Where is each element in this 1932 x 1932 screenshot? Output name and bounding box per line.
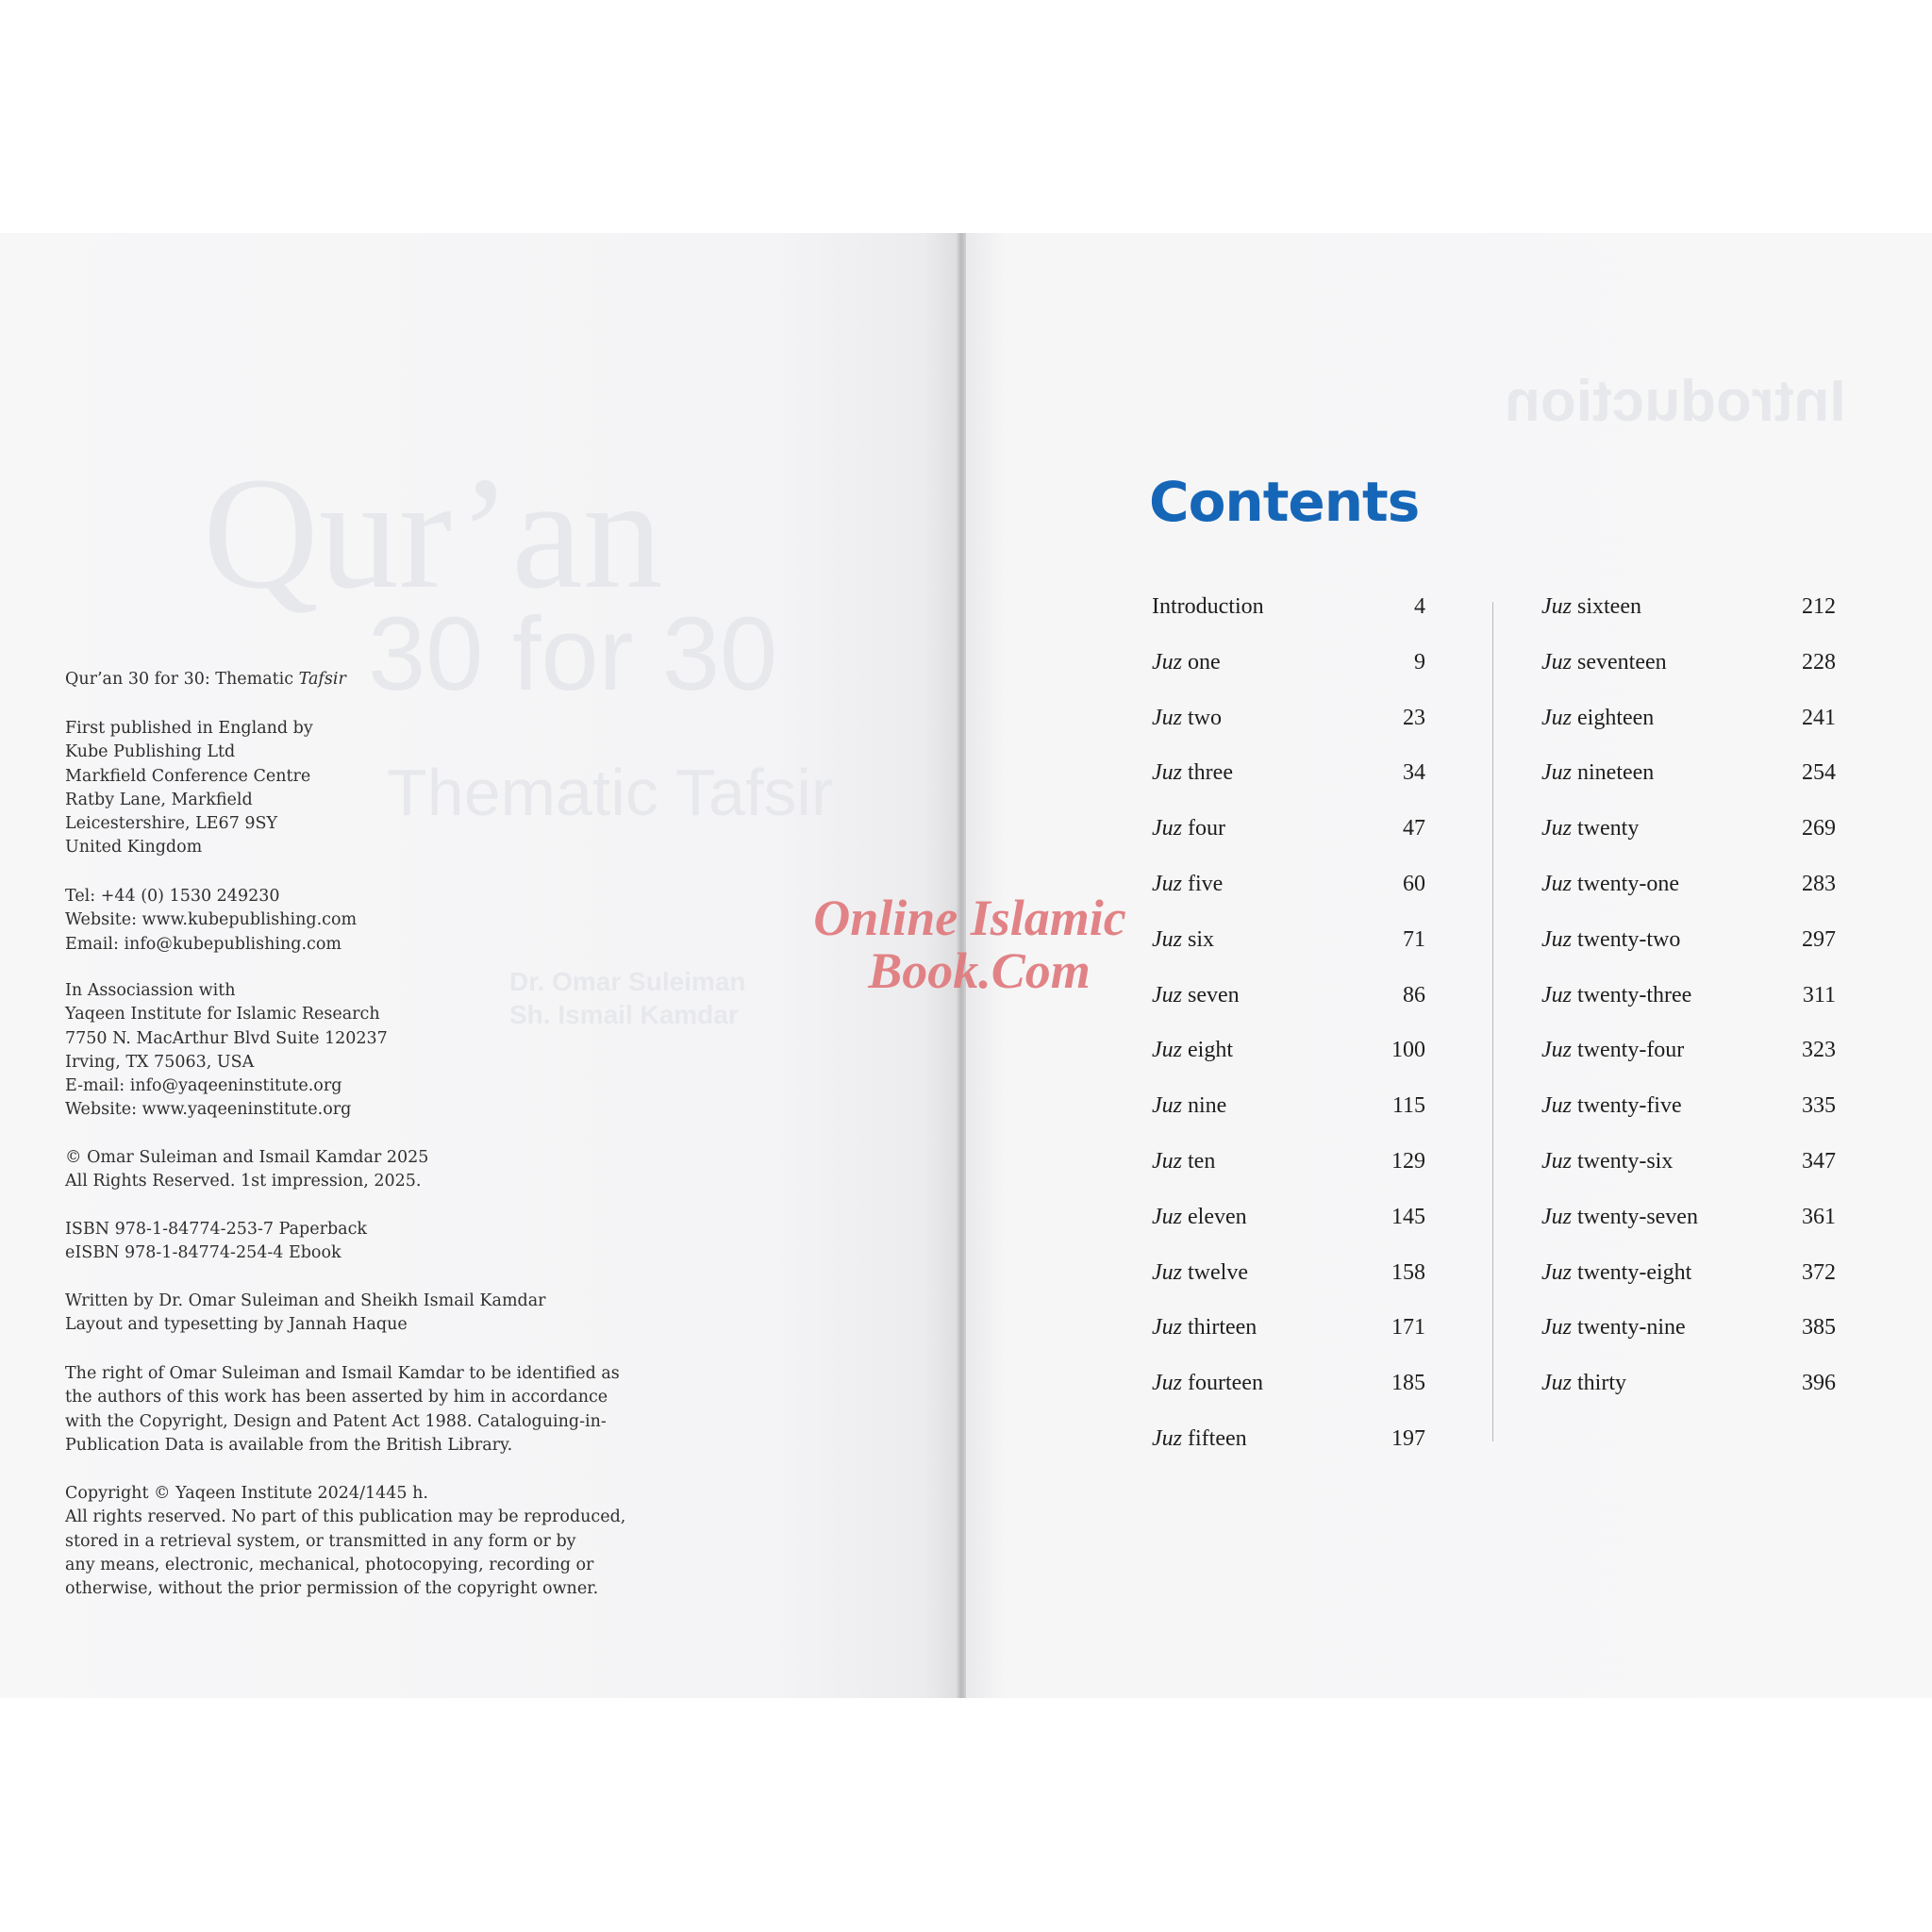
toc-entry-title bbox=[1541, 872, 1679, 897]
imprint-line bbox=[65, 717, 313, 741]
imprint-line bbox=[65, 1170, 428, 1193]
toc-entry bbox=[1152, 1260, 1425, 1316]
imprint-line bbox=[65, 836, 313, 859]
imprint-text: © Omar Suleiman and Ismail Kamdar 2025 bbox=[65, 1148, 429, 1167]
toc-juz-prefix: Juz bbox=[1152, 982, 1182, 1008]
imprint-text: the authors of this work has been asserted by him in accordance bbox=[65, 1388, 608, 1407]
imprint-line bbox=[65, 668, 346, 691]
toc-entry bbox=[1152, 1371, 1425, 1426]
toc-juz-prefix: Juz bbox=[1152, 1093, 1182, 1119]
toc-entry bbox=[1152, 927, 1425, 983]
imprint-line bbox=[65, 1003, 388, 1026]
toc-entry-title bbox=[1152, 1260, 1248, 1286]
toc-page-number: 9 bbox=[1414, 649, 1425, 675]
toc-entry bbox=[1541, 1371, 1836, 1426]
toc-entry-label: seventeen bbox=[1572, 649, 1667, 675]
imprint-line bbox=[65, 1146, 428, 1170]
toc-juz-prefix: Juz bbox=[1152, 1371, 1182, 1396]
imprint-block bbox=[65, 1146, 428, 1194]
imprint-italic-text: Tafsir bbox=[298, 670, 346, 689]
toc-entry bbox=[1541, 650, 1836, 706]
bleedthrough-graphic: Qur’an bbox=[203, 444, 663, 622]
toc-entry-title bbox=[1541, 927, 1680, 953]
imprint-text: United Kingdom bbox=[65, 838, 203, 858]
toc-juz-prefix: Juz bbox=[1152, 816, 1182, 841]
imprint-text: 7750 N. MacArthur Blvd Suite 120237 bbox=[65, 1028, 388, 1048]
toc-page-number: 158 bbox=[1391, 1259, 1425, 1285]
imprint-line bbox=[65, 1386, 620, 1409]
toc-page-number: 361 bbox=[1802, 1204, 1836, 1229]
toc-page-number: 297 bbox=[1802, 926, 1836, 952]
toc-juz-prefix: Juz bbox=[1541, 982, 1572, 1008]
toc-juz-prefix: Juz bbox=[1152, 649, 1182, 675]
toc-entry bbox=[1152, 1038, 1425, 1093]
toc-page-number: 335 bbox=[1802, 1093, 1836, 1119]
imprint-line bbox=[65, 1362, 620, 1386]
toc-entry-title bbox=[1541, 816, 1639, 841]
toc-juz-prefix: Juz bbox=[1152, 1148, 1182, 1174]
toc-juz-prefix: Juz bbox=[1152, 705, 1182, 730]
imprint-line bbox=[65, 1530, 625, 1554]
toc-entry-label: six bbox=[1182, 926, 1215, 952]
imprint-text: Ratby Lane, Markfield bbox=[65, 790, 253, 809]
imprint-block bbox=[65, 1290, 546, 1338]
toc-page-number: 323 bbox=[1802, 1038, 1836, 1063]
toc-page-number: 86 bbox=[1403, 982, 1425, 1008]
toc-entry bbox=[1152, 1426, 1425, 1482]
toc-entry-title bbox=[1541, 1149, 1673, 1174]
toc-juz-prefix: Juz bbox=[1152, 760, 1182, 786]
toc-juz-prefix: Juz bbox=[1541, 760, 1572, 786]
toc-juz-prefix: Juz bbox=[1152, 1204, 1182, 1229]
imprint-line bbox=[65, 1027, 388, 1051]
imprint-line bbox=[65, 1410, 620, 1434]
toc-column-divider bbox=[1492, 602, 1493, 1441]
toc-entry bbox=[1541, 1149, 1836, 1205]
imprint-block bbox=[65, 717, 313, 860]
imprint-block bbox=[65, 1482, 625, 1601]
toc-juz-prefix: Juz bbox=[1541, 1093, 1572, 1119]
bleedthrough-graphic: Dr. Omar Suleiman bbox=[509, 967, 746, 996]
toc-entry bbox=[1152, 650, 1425, 706]
imprint-text: All rights reserved. No part of this publication may be reproduced, bbox=[65, 1507, 626, 1527]
toc-entry-title bbox=[1152, 1315, 1257, 1341]
imprint-text: with the Copyright, Design and Patent Act 1988. Cataloguing-in- bbox=[65, 1411, 607, 1431]
imprint-text: eISBN 978-1-84774-254-4 Ebook bbox=[65, 1243, 341, 1263]
toc-juz-prefix: Juz bbox=[1152, 871, 1182, 896]
toc-entry-label: eleven bbox=[1182, 1204, 1247, 1229]
toc-juz-prefix: Juz bbox=[1541, 1259, 1572, 1285]
toc-entry-title bbox=[1541, 1371, 1626, 1396]
toc-entry-title bbox=[1541, 1260, 1691, 1286]
toc-page-number: 385 bbox=[1802, 1315, 1836, 1341]
toc-entry-title bbox=[1541, 594, 1641, 620]
toc-page-number: 115 bbox=[1391, 1093, 1425, 1119]
toc-page-number: 197 bbox=[1391, 1425, 1425, 1451]
toc-entry bbox=[1541, 1038, 1836, 1093]
toc-juz-prefix: Juz bbox=[1152, 1038, 1182, 1063]
imprint-line bbox=[65, 1577, 625, 1601]
imprint-text: Website: www.yaqeeninstitute.org bbox=[65, 1100, 352, 1120]
toc-entry-label: twenty-one bbox=[1572, 871, 1679, 896]
imprint-text: Publication Data is available from the British Library. bbox=[65, 1435, 513, 1455]
imprint-text: The right of Omar Suleiman and Ismail Kamdar to be identified as bbox=[65, 1364, 620, 1383]
toc-entry bbox=[1541, 872, 1836, 927]
toc-entry-title bbox=[1541, 760, 1654, 786]
imprint-line bbox=[65, 1241, 367, 1265]
toc-entry bbox=[1541, 760, 1836, 816]
imprint-line bbox=[65, 1313, 546, 1337]
toc-entry-label: four bbox=[1182, 816, 1225, 841]
toc-juz-prefix: Juz bbox=[1541, 594, 1572, 619]
toc-entry bbox=[1541, 1315, 1836, 1371]
watermark-line: Online Islamic bbox=[813, 890, 1126, 946]
imprint-text: First published in England by bbox=[65, 719, 313, 738]
imprint-text: Website: www.kubepublishing.com bbox=[65, 910, 358, 930]
imprint-block bbox=[65, 668, 346, 691]
toc-page-number: 100 bbox=[1391, 1038, 1425, 1063]
imprint-text: Leicestershire, LE67 9SY bbox=[65, 814, 278, 834]
toc-page-number: 185 bbox=[1391, 1371, 1425, 1396]
imprint-line bbox=[65, 1098, 388, 1122]
imprint-text: Layout and typesetting by Jannah Haque bbox=[65, 1315, 408, 1335]
toc-entry-title bbox=[1152, 1371, 1263, 1396]
toc-page-number: 241 bbox=[1802, 705, 1836, 730]
imprint-text: Markfield Conference Centre bbox=[65, 766, 311, 786]
toc-juz-prefix: Juz bbox=[1541, 871, 1572, 896]
toc-entry-label: nine bbox=[1182, 1093, 1227, 1119]
toc-entry-label: three bbox=[1182, 760, 1233, 786]
contents-title: Contents bbox=[1149, 470, 1420, 534]
toc-juz-prefix: Juz bbox=[1152, 1315, 1182, 1341]
imprint-text: Tel: +44 (0) 1530 249230 bbox=[65, 887, 280, 906]
toc-entry bbox=[1152, 1315, 1425, 1371]
toc-entry bbox=[1541, 983, 1836, 1039]
bleedthrough-graphic: 30 for 30 bbox=[368, 596, 778, 712]
imprint-text: ISBN 978-1-84774-253-7 Paperback bbox=[65, 1220, 367, 1239]
toc-entry-title bbox=[1541, 983, 1691, 1008]
toc-page-number: 71 bbox=[1403, 926, 1425, 952]
toc-entry bbox=[1541, 1093, 1836, 1149]
toc-entry bbox=[1152, 1093, 1425, 1149]
bleedthrough-graphic: Thematic Tafsir bbox=[387, 756, 834, 829]
toc-entry-label: twenty-six bbox=[1572, 1148, 1674, 1174]
imprint-text: E-mail: info@yaqeeninstitute.org bbox=[65, 1076, 342, 1096]
imprint-block bbox=[65, 885, 357, 957]
toc-entry-label: thirteen bbox=[1182, 1315, 1257, 1341]
bleedthrough-graphic: Introduction bbox=[1505, 369, 1846, 434]
imprint-line bbox=[65, 765, 313, 789]
imprint-text: Written by Dr. Omar Suleiman and Sheikh Ismail Kamdar bbox=[65, 1291, 546, 1310]
toc-entry-label: two bbox=[1182, 705, 1222, 730]
toc-page-number: 311 bbox=[1802, 982, 1836, 1008]
toc-entry-title bbox=[1152, 760, 1233, 786]
toc-entry-label: eight bbox=[1182, 1038, 1233, 1063]
toc-entry bbox=[1541, 1260, 1836, 1316]
toc-entry-label: one bbox=[1182, 649, 1221, 675]
toc-entry-label: twenty-nine bbox=[1572, 1315, 1686, 1341]
toc-entry bbox=[1541, 1205, 1836, 1260]
imprint-text: Email: info@kubepublishing.com bbox=[65, 934, 341, 954]
toc-entry-label: thirty bbox=[1572, 1371, 1626, 1396]
toc-column-left bbox=[1152, 594, 1425, 1482]
toc-entry bbox=[1541, 594, 1836, 650]
toc-entry-title bbox=[1152, 1426, 1247, 1452]
toc-entry-label: twenty-two bbox=[1572, 926, 1681, 952]
toc-entry bbox=[1152, 1205, 1425, 1260]
toc-entry-label: twenty-seven bbox=[1572, 1204, 1698, 1229]
imprint-line bbox=[65, 1434, 620, 1457]
toc-entry-label: twenty-four bbox=[1572, 1038, 1685, 1063]
toc-entry-title bbox=[1152, 594, 1264, 620]
imprint-line bbox=[65, 789, 313, 812]
imprint-line bbox=[65, 933, 357, 957]
toc-entry-title bbox=[1541, 1093, 1682, 1119]
toc-page-number: 396 bbox=[1802, 1371, 1836, 1396]
imprint-line bbox=[65, 979, 388, 1003]
toc-entry bbox=[1152, 1149, 1425, 1205]
imprint-text: stored in a retrieval system, or transmitted in any form or by bbox=[65, 1531, 576, 1551]
imprint-line bbox=[65, 1218, 367, 1241]
toc-page-number: 347 bbox=[1802, 1148, 1836, 1174]
toc-entry-label: seven bbox=[1182, 982, 1240, 1008]
imprint-line bbox=[65, 1290, 546, 1313]
toc-page-number: 212 bbox=[1802, 594, 1836, 619]
watermark bbox=[772, 891, 1168, 997]
bleedthrough-graphic: Sh. Ismail Kamdar bbox=[509, 1000, 739, 1029]
toc-page-number: 4 bbox=[1414, 594, 1425, 619]
toc-entry-title bbox=[1541, 706, 1654, 731]
toc-entry bbox=[1541, 927, 1836, 983]
toc-juz-prefix: Juz bbox=[1541, 705, 1572, 730]
imprint-block bbox=[65, 1218, 367, 1266]
imprint-line bbox=[65, 885, 357, 908]
toc-entry-label: ten bbox=[1182, 1148, 1216, 1174]
toc-entry-label: fourteen bbox=[1182, 1371, 1263, 1396]
toc-entry-label: Introduction bbox=[1152, 594, 1264, 619]
toc-entry-title bbox=[1541, 650, 1667, 675]
toc-juz-prefix: Juz bbox=[1152, 1425, 1182, 1451]
imprint-line bbox=[65, 1506, 625, 1529]
toc-page-number: 372 bbox=[1802, 1259, 1836, 1285]
toc-entry bbox=[1152, 594, 1425, 650]
toc-juz-prefix: Juz bbox=[1541, 1371, 1572, 1396]
toc-page-number: 145 bbox=[1391, 1204, 1425, 1229]
toc-entry bbox=[1152, 872, 1425, 927]
toc-juz-prefix: Juz bbox=[1541, 1204, 1572, 1229]
toc-page-number: 228 bbox=[1802, 649, 1836, 675]
imprint-line bbox=[65, 812, 313, 836]
toc-entry-title bbox=[1541, 1205, 1698, 1230]
imprint-line bbox=[65, 1482, 625, 1506]
toc-entry-label: twenty bbox=[1572, 816, 1640, 841]
imprint-block bbox=[65, 979, 388, 1123]
imprint-text: Irving, TX 75063, USA bbox=[65, 1052, 255, 1072]
toc-page-number: 23 bbox=[1403, 705, 1425, 730]
toc-page-number: 129 bbox=[1391, 1148, 1425, 1174]
toc-entry-title bbox=[1152, 706, 1222, 731]
toc-entry-label: twenty-five bbox=[1572, 1093, 1682, 1119]
toc-juz-prefix: Juz bbox=[1541, 1148, 1572, 1174]
toc-page-number: 47 bbox=[1403, 816, 1425, 841]
toc-entry-label: nineteen bbox=[1572, 760, 1655, 786]
toc-page-number: 283 bbox=[1802, 871, 1836, 896]
toc-entry-title bbox=[1152, 1093, 1226, 1119]
toc-entry-title bbox=[1152, 650, 1221, 675]
imprint-line bbox=[65, 741, 313, 764]
imprint-text: Copyright © Yaqeen Institute 2024/1445 h. bbox=[65, 1484, 428, 1503]
imprint-line bbox=[65, 908, 357, 932]
toc-entry-label: sixteen bbox=[1572, 594, 1641, 619]
toc-page-number: 34 bbox=[1403, 760, 1425, 786]
imprint-text: In Associassion with bbox=[65, 981, 236, 1000]
imprint-text: Yaqeen Institute for Islamic Research bbox=[65, 1005, 380, 1024]
toc-entry bbox=[1152, 760, 1425, 816]
toc-juz-prefix: Juz bbox=[1541, 1315, 1572, 1341]
toc-entry-label: fifteen bbox=[1182, 1425, 1247, 1451]
toc-juz-prefix: Juz bbox=[1541, 926, 1572, 952]
toc-juz-prefix: Juz bbox=[1152, 926, 1182, 952]
toc-juz-prefix: Juz bbox=[1541, 649, 1572, 675]
toc-entry-title bbox=[1152, 1149, 1215, 1174]
toc-column-right bbox=[1541, 594, 1836, 1426]
watermark-line: Book.Com bbox=[868, 942, 1091, 999]
toc-entry-label: twenty-three bbox=[1572, 982, 1692, 1008]
toc-entry bbox=[1152, 816, 1425, 872]
imprint-line bbox=[65, 1554, 625, 1577]
toc-page-number: 269 bbox=[1802, 816, 1836, 841]
toc-entry-label: twenty-eight bbox=[1572, 1259, 1692, 1285]
toc-entry-label: five bbox=[1182, 871, 1224, 896]
toc-juz-prefix: Juz bbox=[1541, 816, 1572, 841]
toc-entry bbox=[1152, 706, 1425, 761]
imprint-text: All Rights Reserved. 1st impression, 2025. bbox=[65, 1172, 422, 1191]
imprint-block bbox=[65, 1362, 620, 1457]
toc-page-number: 60 bbox=[1403, 871, 1425, 896]
imprint-text: any means, electronic, mechanical, photocopying, recording or bbox=[65, 1555, 594, 1574]
toc-entry-title bbox=[1541, 1038, 1684, 1063]
toc-entry-label: twelve bbox=[1182, 1259, 1248, 1285]
toc-page-number: 254 bbox=[1802, 760, 1836, 786]
toc-entry bbox=[1541, 706, 1836, 761]
toc-entry bbox=[1152, 983, 1425, 1039]
toc-page-number: 171 bbox=[1391, 1315, 1425, 1341]
toc-entry-title bbox=[1152, 816, 1225, 841]
toc-juz-prefix: Juz bbox=[1541, 1038, 1572, 1063]
toc-entry-title bbox=[1152, 1205, 1247, 1230]
toc-entry bbox=[1541, 816, 1836, 872]
toc-entry-title bbox=[1152, 1038, 1233, 1063]
toc-entry-title bbox=[1541, 1315, 1686, 1341]
toc-entry-label: eighteen bbox=[1572, 705, 1655, 730]
imprint-line bbox=[65, 1074, 388, 1098]
toc-juz-prefix: Juz bbox=[1152, 1259, 1182, 1285]
imprint-text: Kube Publishing Ltd bbox=[65, 742, 236, 762]
imprint-line bbox=[65, 1051, 388, 1074]
imprint-text: Qur’an 30 for 30: Thematic bbox=[65, 670, 299, 689]
imprint-text: otherwise, without the prior permission of the copyright owner. bbox=[65, 1579, 599, 1599]
